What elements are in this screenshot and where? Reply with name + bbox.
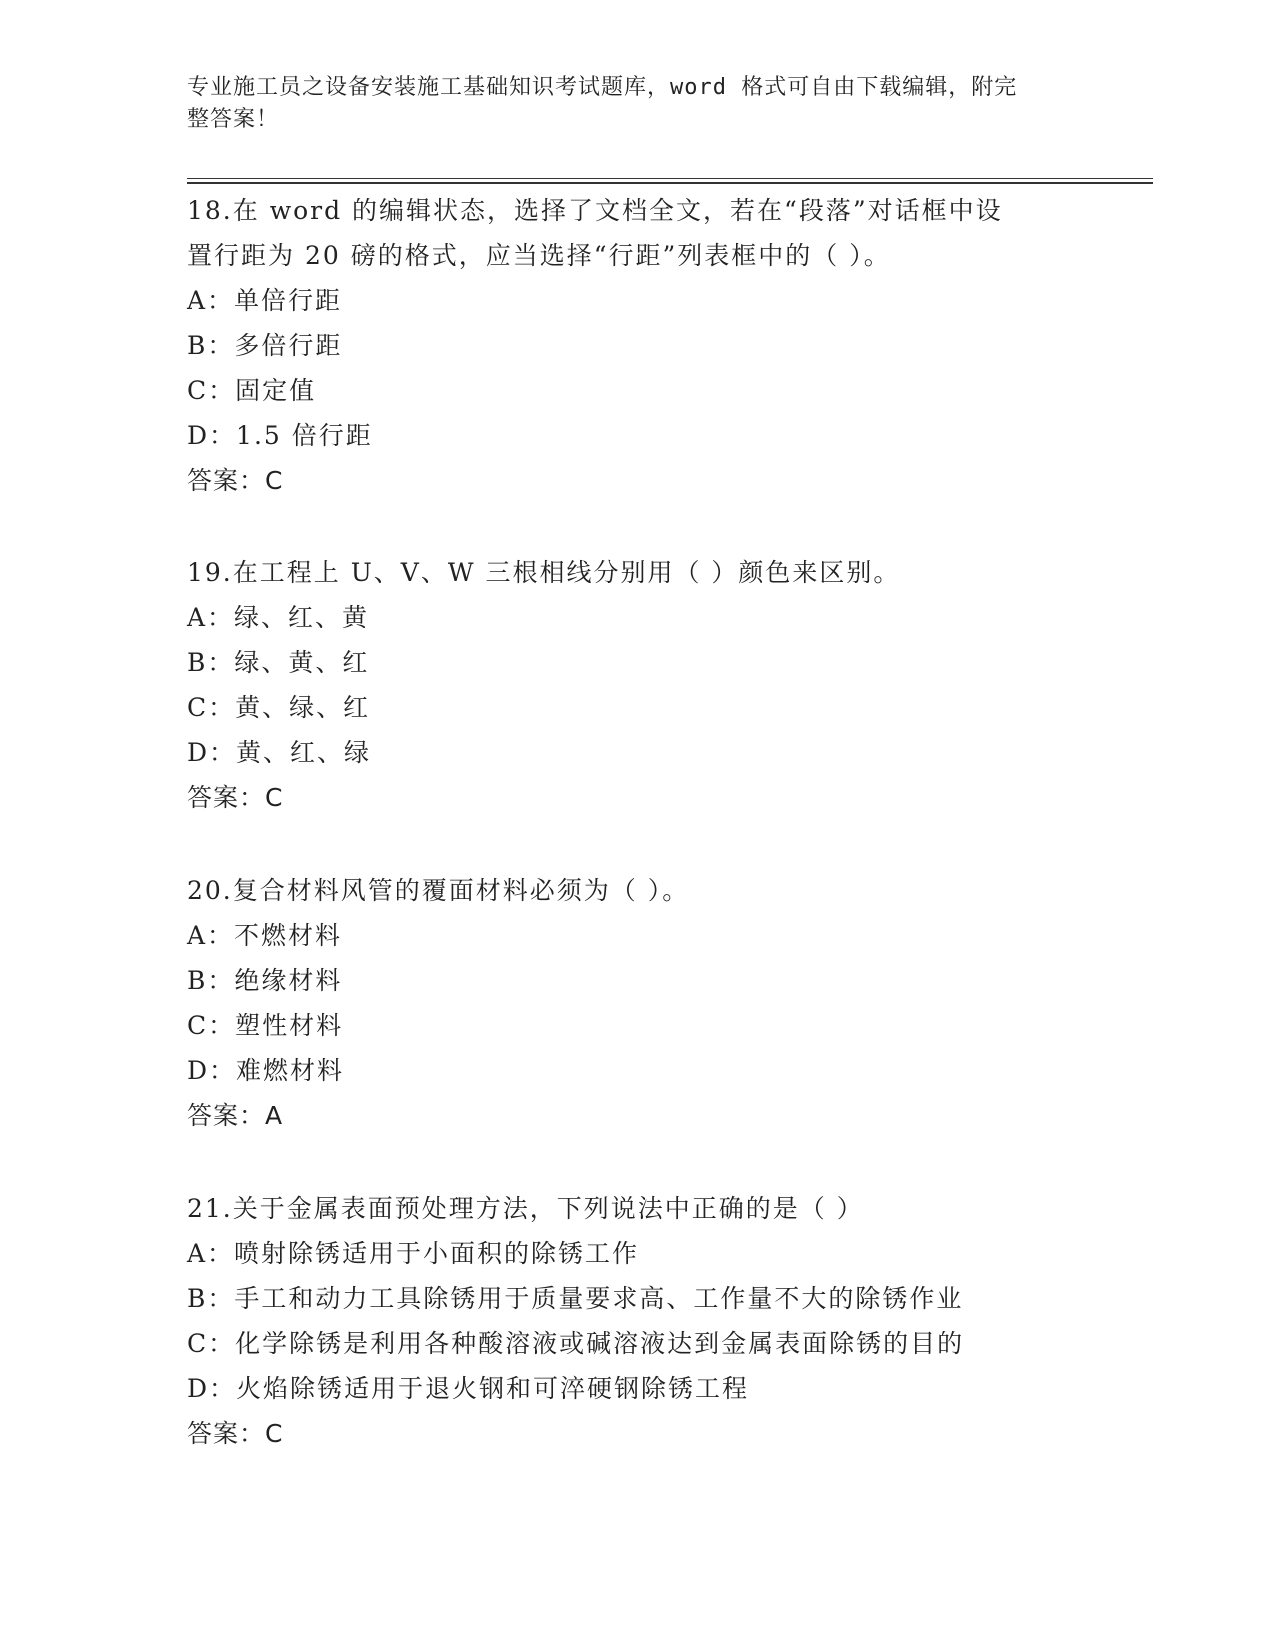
option-d: D：1.5 倍行距: [187, 421, 373, 450]
option-a: A：单倍行距: [187, 286, 343, 315]
question-18: [187, 188, 1087, 503]
answer-label: 答案：C: [187, 1419, 284, 1448]
option-c: C：固定值: [187, 376, 317, 405]
option-b: B：手工和动力工具除锈用于质量要求高、工作量不大的除锈作业: [187, 1284, 964, 1313]
question-stem: 21.关于金属表面预处理方法，下列说法中正确的是（ ）: [187, 1194, 864, 1223]
option-a: A：绿、红、黄: [187, 603, 370, 632]
question-stem-continued: 置行距为 20 磅的格式，应当选择“行距”列表框中的（ ）。: [187, 241, 891, 270]
document-header: [187, 72, 1067, 136]
header-line-1: 专业施工员之设备安装施工基础知识考试题库，word 格式可自由下载编辑，附完: [187, 75, 1018, 100]
option-b: B：绝缘材料: [187, 966, 343, 995]
answer-label: 答案：C: [187, 783, 284, 812]
header-divider-thick: [187, 182, 1153, 184]
option-b: B：绿、黄、红: [187, 648, 370, 677]
answer-label: 答案：A: [187, 1101, 284, 1130]
answer-label: 答案：C: [187, 466, 284, 495]
option-b: B：多倍行距: [187, 331, 343, 360]
question-stem: 19.在工程上 U、V、W 三根相线分别用（ ）颜色来区别。: [187, 558, 901, 587]
header-divider-thin: [187, 178, 1153, 179]
question-19: [187, 550, 1087, 820]
option-d: D：难燃材料: [187, 1056, 345, 1085]
option-c: C：黄、绿、红: [187, 693, 371, 722]
question-stem: 20.复合材料风管的覆面材料必须为（ ）。: [187, 876, 690, 905]
question-21: [187, 1186, 1087, 1456]
option-c: C：塑性材料: [187, 1011, 344, 1040]
option-c: C：化学除锈是利用各种酸溶液或碱溶液达到金属表面除锈的目的: [187, 1329, 965, 1358]
option-a: A：不燃材料: [187, 921, 343, 950]
option-d: D：火焰除锈适用于退火钢和可淬硬钢除锈工程: [187, 1374, 750, 1403]
option-d: D：黄、红、绿: [187, 738, 372, 767]
question-stem: 18.在 word 的编辑状态，选择了文档全文，若在“段落”对话框中设: [187, 196, 1003, 225]
question-20: [187, 868, 1087, 1138]
option-a: A：喷射除锈适用于小面积的除锈工作: [187, 1239, 640, 1268]
header-line-2: 整答案！: [187, 107, 280, 132]
